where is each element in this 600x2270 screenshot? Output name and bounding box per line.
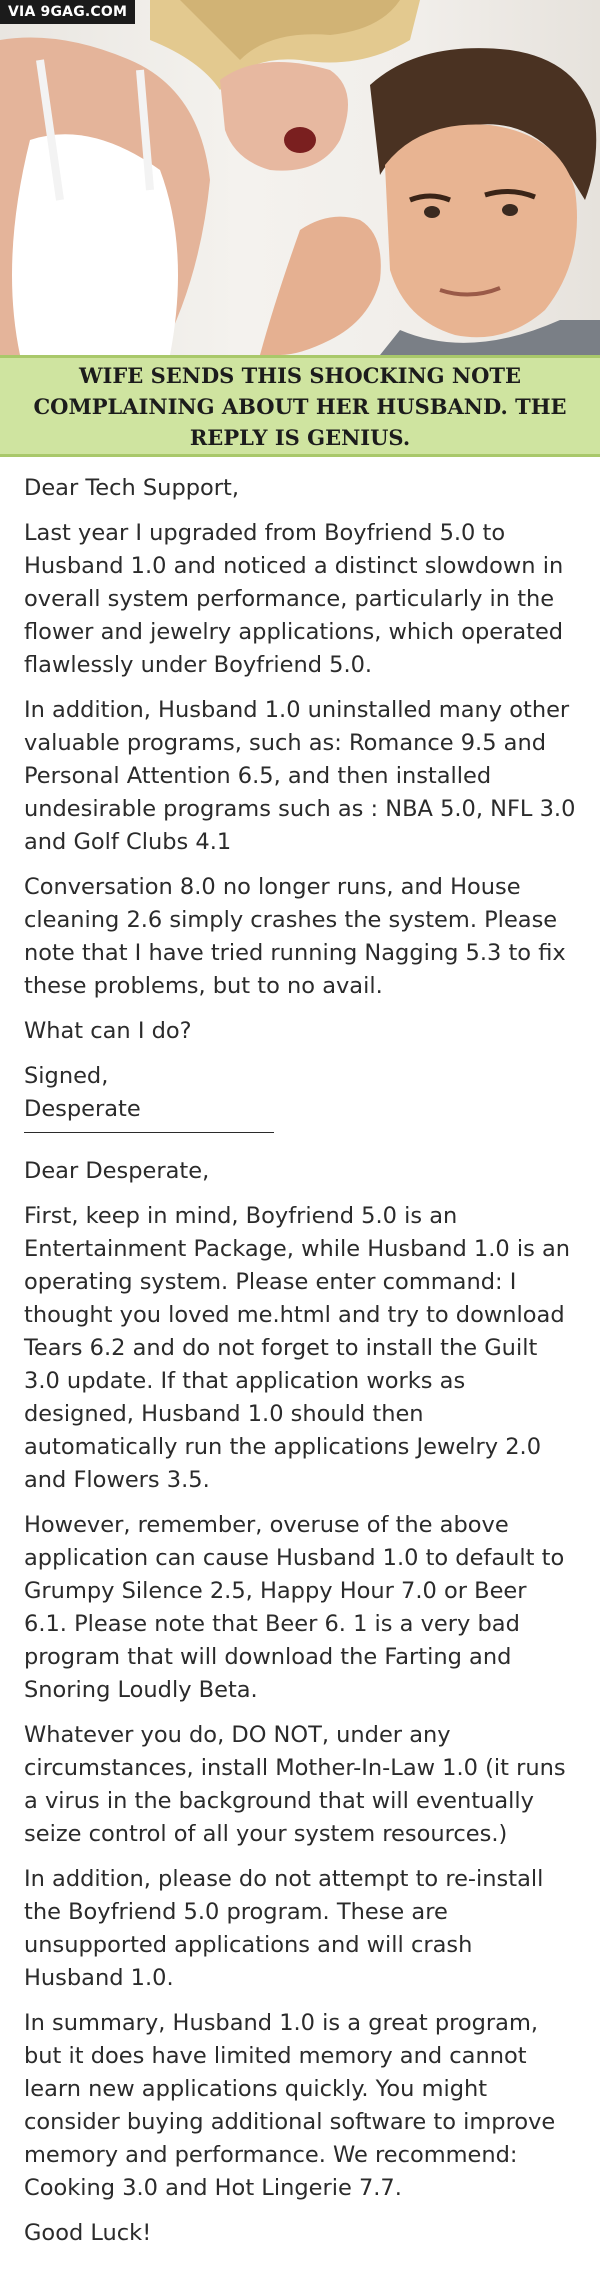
couple-illustration: [0, 0, 600, 355]
headline-banner: [0, 355, 600, 457]
letter1-paragraph: Last year I upgraded from Boyfriend 5.0 to Husband 1.0 and noticed a distinct slowdown in overall system performance, particularly in the flower and jewelry applications, which operated flawlessly under Boyfriend 5.0.: [24, 520, 564, 678]
signed-line: Signed,: [24, 1063, 109, 1089]
letter2-greeting: Dear Desperate,: [24, 1158, 210, 1184]
open-mouth-icon: [284, 127, 316, 153]
watermark: VIA 9GAG.COM: [0, 0, 135, 24]
signature-name: Desperate: [24, 1096, 141, 1122]
letter2-paragraph: Whatever you do, DO NOT, under any circumstances, install Mother-In-Law 1.0 (it runs a virus in the background that will eventually seize control of all your system resources.): [24, 1722, 566, 1847]
letter2-paragraph: In addition, please do not attempt to re-install the Boyfriend 5.0 program. These are unsupported applications and will crash Husband 1.0.: [24, 1866, 544, 1991]
headline: WIFE SENDS THIS SHOCKING NOTE COMPLAINING ABOUT HER HUSBAND. THE REPLY IS GENIUS.: [33, 362, 567, 450]
letter1-paragraph: In addition, Husband 1.0 uninstalled many other valuable programs, such as: Romance 9.5 and Personal Attention 6.5, and then installed undesirable programs such as : NBA 5.0, NFL 3.0 and Golf Clubs 4.1: [24, 697, 576, 855]
separator-line: [24, 1126, 274, 1133]
letter1-paragraph: What can I do?: [24, 1018, 192, 1044]
letter2-paragraph: However, remember, overuse of the above application can cause Husband 1.0 to default to Grumpy Silence 2.5, Happy Hour 7.0 or Beer 6.1. Please note that Beer 6. 1 is a very bad program that will download the Farting and Snoring Loudly Beta.: [24, 1512, 565, 1703]
header-photo: [0, 0, 600, 355]
letter1-paragraph: Conversation 8.0 no longer runs, and House cleaning 2.6 simply crashes the system. Please note that I have tried running Nagging 5.3 to fix these problems, but to no avail.: [24, 874, 566, 999]
closing-line: Good Luck!: [24, 2220, 152, 2246]
letter1-greeting: Dear Tech Support,: [24, 475, 240, 501]
letter2-paragraph: In summary, Husband 1.0 is a great program, but it does have limited memory and cannot learn new applications quickly. You might consider buying additional software to improve memory and performance. We recommend: Cooking 3.0 and Hot Lingerie 7.7.: [24, 2010, 556, 2201]
letter-body: [0, 457, 600, 2250]
letter2-paragraph: First, keep in mind, Boyfriend 5.0 is an Entertainment Package, while Husband 1.0 is an operating system. Please enter command: I thought you loved me.html and try to download Tears 6.2 and do not forget to install the Guilt 3.0 update. If that application works as designed, Husband 1.0 should then automatically run the applications Jewelry 2.0 and Flowers 3.5.: [24, 1203, 571, 1493]
